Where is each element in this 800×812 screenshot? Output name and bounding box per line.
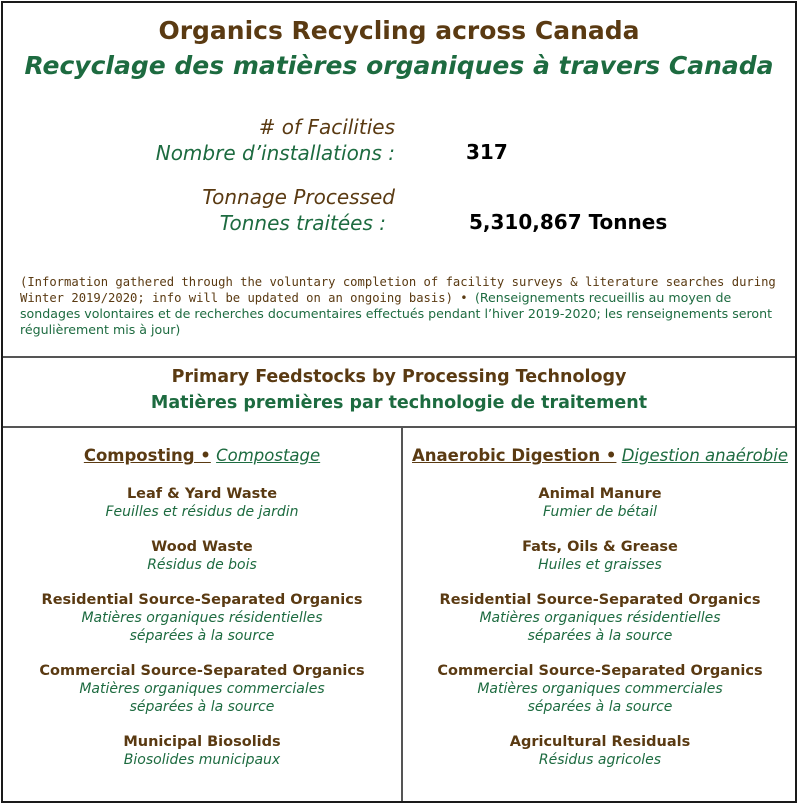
list-item [3, 662, 401, 716]
item-french: Matières organiques résidentielles séparées à la source [81, 610, 323, 644]
list-item [403, 485, 797, 521]
composting-header-french: Compostage [216, 446, 321, 465]
tonnage-label-english: Tonnage Processed [202, 185, 395, 209]
feedstocks-title-french: Matières premières par technologie de traitement [150, 393, 648, 413]
facilities-label-french: Nombre d’installations : [155, 141, 395, 165]
feedstocks-title-english: Primary Feedstocks by Processing Technology [171, 367, 627, 387]
composting-column [3, 426, 401, 801]
anaerobic-header-english: Anaerobic Digestion • [412, 446, 617, 465]
item-french: Matières organiques commerciales séparées à la source [477, 681, 723, 715]
item-english: Agricultural Residuals [509, 734, 691, 750]
divider-top [3, 356, 795, 358]
item-french: Huiles et graisses [538, 557, 662, 573]
list-item [403, 662, 797, 716]
anaerobic-header-french: Digestion anaérobie [621, 446, 788, 465]
item-french: Fumier de bétail [542, 504, 657, 520]
info-note-french: (Renseignements recueillis au moyen de sondages volontaires et de recherches documentaires effectués pendant l’hiver 2019-2020; les renseignements seront régulièrement mis à jour) [20, 290, 773, 337]
item-english: Wood Waste [151, 539, 253, 555]
infographic-frame [1, 1, 797, 803]
anaerobic-column [403, 426, 797, 801]
info-note [20, 274, 790, 338]
item-english: Leaf & Yard Waste [126, 486, 278, 502]
item-english: Fats, Oils & Grease [522, 539, 678, 555]
list-item [403, 733, 797, 769]
anaerobic-header [403, 446, 797, 465]
item-english: Residential Source-Separated Organics [41, 592, 363, 608]
item-english: Animal Manure [538, 486, 662, 502]
facilities-value: 317 [466, 140, 508, 164]
title-french: Recyclage des matières organiques à travers Canada [24, 51, 774, 80]
item-french: Matières organiques commerciales séparées à la source [79, 681, 325, 715]
list-item [3, 538, 401, 574]
composting-header [3, 446, 401, 465]
composting-header-english: Composting • [83, 446, 211, 465]
item-english: Commercial Source-Separated Organics [39, 663, 365, 679]
item-french: Matières organiques résidentielles séparées à la source [479, 610, 721, 644]
item-english: Municipal Biosolids [123, 734, 281, 750]
list-item [403, 538, 797, 574]
item-english: Commercial Source-Separated Organics [437, 663, 763, 679]
title-english: Organics Recycling across Canada [158, 16, 640, 45]
item-french: Feuilles et résidus de jardin [105, 504, 299, 520]
info-note-english: (Information gathered through the voluntary completion of facility surveys & literature searches during Winter 2019/2020; info will be updated on an ongoing basis) • [20, 275, 776, 305]
list-item [3, 485, 401, 521]
item-french: Résidus agricoles [538, 752, 662, 768]
list-item [3, 733, 401, 769]
item-french: Résidus de bois [147, 557, 257, 573]
item-english: Residential Source-Separated Organics [439, 592, 761, 608]
item-french: Biosolides municipaux [123, 752, 281, 768]
list-item [403, 591, 797, 645]
tonnage-value: 5,310,867 Tonnes [469, 210, 668, 234]
tonnage-label-french: Tonnes traitées : [219, 211, 386, 235]
facilities-label-english: # of Facilities [258, 115, 395, 139]
list-item [3, 591, 401, 645]
